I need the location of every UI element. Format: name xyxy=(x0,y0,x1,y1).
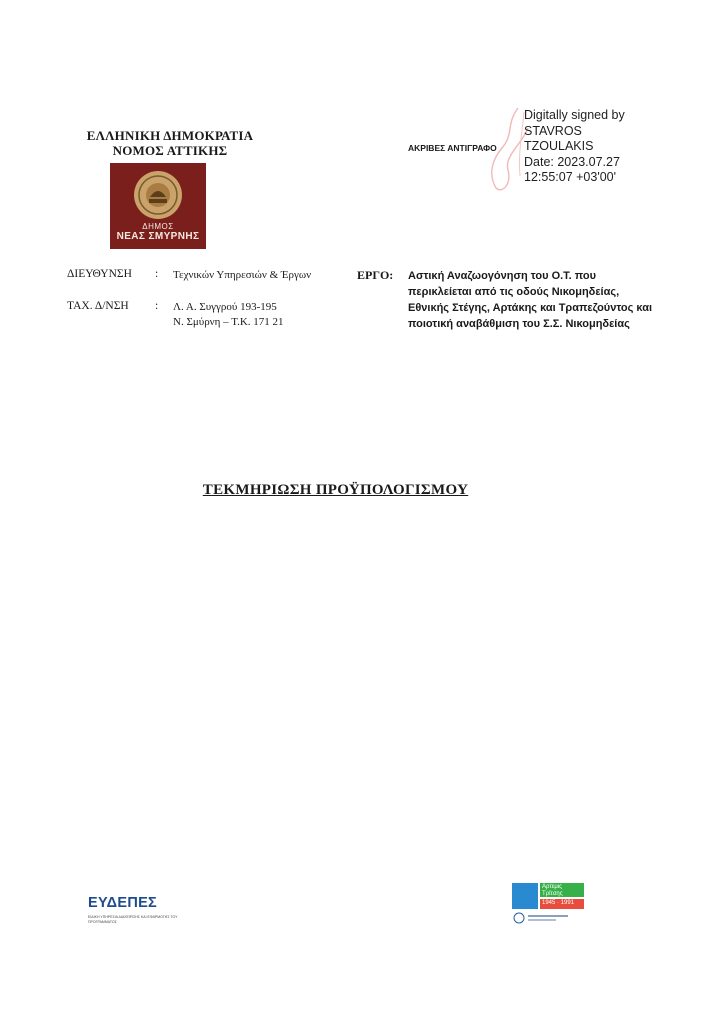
logo-line-2: ΝΕΑΣ ΣΜΥΡΝΗΣ xyxy=(116,231,200,242)
address-line: Λ. Α. Συγγρού 193-195 xyxy=(173,301,277,313)
signature-line: TZOULAKIS xyxy=(524,139,594,153)
republic-heading xyxy=(70,128,270,158)
eydepes-logo xyxy=(88,895,178,924)
logo-line-1: ΔΗΜΟΣ xyxy=(142,222,174,231)
municipality-seal-icon xyxy=(132,169,184,221)
project-label: ΕΡΓΟ: xyxy=(357,268,394,282)
eydepes-name: ΕΥΔΕΠΕΣ xyxy=(88,895,158,911)
project-line: ποιοτική αναβάθμιση του Σ.Σ. Νικομηδείας xyxy=(408,318,630,330)
project-description xyxy=(408,268,688,332)
directorate-label: ΔΙΕΥΘΥΝΣΗ xyxy=(67,268,132,280)
program-tile-text: Αρτεμις Τρίτσης xyxy=(540,883,584,897)
directorate-colon: : xyxy=(155,268,159,280)
address-label: ΤΑΧ. Δ/ΝΣΗ xyxy=(67,300,129,312)
signature-line: Digitally signed by xyxy=(524,108,625,122)
signature-line: STAVROS xyxy=(524,123,582,138)
address-colon: : xyxy=(155,300,159,312)
project-line: Αστική Αναζωογόνηση του Ο.Τ. που xyxy=(408,270,597,282)
project-line: Εθνικής Στέγης, Αρτάκης και Τραπεζούντος και xyxy=(408,302,653,314)
program-logo-icon xyxy=(512,883,538,909)
signature-line: Date: 2023.07.27 xyxy=(524,154,620,169)
eydepes-subtitle: ΕΙΔΙΚΗ ΥΠΗΡΕΣΙΑ ΔΙΑΧΕΙΡΙΣΗΣ ΚΑΙ ΕΦΑΡΜΟΓΗΣ ΤΟΥ ΠΡΟΓΡΑΜΜΑΤΟΣ xyxy=(88,915,178,924)
prefecture-name: ΝΟΜΟΣ ΑΤΤΙΚΗΣ xyxy=(112,143,228,158)
program-years: 1945 · 1991 xyxy=(540,899,584,909)
project-line: περικλείεται από τις οδούς Νικομηδείας, xyxy=(408,286,620,298)
program-emblem-icon xyxy=(512,909,592,927)
directorate-value: Τεχνικών Υπηρεσιών & Έργων xyxy=(173,269,312,281)
municipality-logo xyxy=(110,163,206,249)
republic-name: ΕΛΛΗΝΙΚΗ ΔΗΜΟΚΡΑΤΙΑ xyxy=(86,128,254,143)
address-value xyxy=(173,300,284,330)
digital-signature xyxy=(524,108,625,186)
program-logo xyxy=(512,883,592,932)
document-title: ΤΕΚΜΗΡΙΩΣΗ ΠΡΟΫΠΟΛΟΓΙΣΜΟΥ xyxy=(202,482,469,498)
certified-copy-label: ΑΚΡΙΒΕΣ ΑΝΤΙΓΡΑΦΟ xyxy=(408,143,497,153)
address-line: Ν. Σμύρνη – Τ.Κ. 171 21 xyxy=(173,316,284,328)
signature-line: 12:55:07 +03'00' xyxy=(524,170,617,184)
